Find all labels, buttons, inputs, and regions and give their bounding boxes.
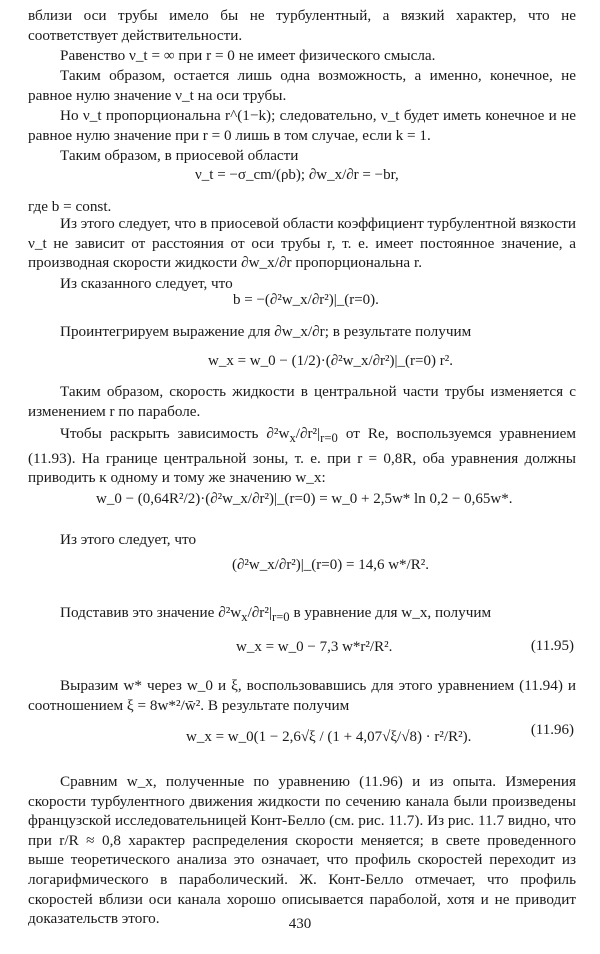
inline-derivative-2: $\partial^2w_x/\partial r^2|_{r=0}$ (218, 604, 290, 625)
paragraph-14: Выразим w* через w_0 и ξ, воспользовавшись для этого уравнением (11.94) и соотношением ξ = 8w*²/w̄². В результате получим (28, 677, 576, 714)
paragraph-10: Таким образом, скорость жидкости в центральной части трубы изменяется с изменением r по параболе. (28, 383, 576, 420)
equation-number-11-95: (11.95) (530, 638, 574, 654)
equation-1: ν_t = −σ_cm/(ρb); ∂w_x/∂r = −br, (195, 167, 399, 183)
paragraph-4: Но ν_t пропорциональна r^(1−k); следовательно, ν_t будет иметь конечное и не равное нулю значение при r = 0 лишь в том случае, если k = 1. (28, 107, 576, 144)
equation-3: w_x = w_0 − (1/2)·(∂²w_x/∂r²)|_(r=0) r². (208, 353, 453, 369)
paragraph-13-start: Подставив это значение (60, 604, 215, 621)
paragraph-6: где b = const. (28, 198, 112, 215)
paragraph-9: Проинтегрируем выражение для ∂w_x/∂r; в результате получим (60, 323, 472, 340)
equation-2: b = −(∂²w_x/∂r²)|_(r=0). (233, 292, 379, 308)
paragraph-5: Таким образом, в приосевой области (60, 147, 299, 164)
inline-derivative: $\partial^2w_x/\partial r^2|_{r=0}$ (266, 425, 338, 446)
page-number: 430 (288, 916, 312, 932)
paragraph-15: Сравним w_x, полученные по уравнению (11.96) и из опыта. Измерения скорости турбулентного движения жидкости по сечению канала были произведены французской исследовательницей Конт-Белло (см. рис. 11.7). Из рис. 11.7 видно, что при r/R ≈ 0,8 характер распределения скорости меняется; в свете проведенного выше теоретического анализа это означает, что профиль скоростей переходит из логарифмического в параболический. Ж. Конт-Белло отмечает, что профиль скоростей вблизи оси канала хорошо описывается параболой, хотя и не приводит доказательств этого. (28, 773, 576, 928)
equation-4: w_0 − (0,64R²/2)·(∂²w_x/∂r²)|_(r=0) = w_0 + 2,5w* ln 0,2 − 0,65w*. (96, 491, 513, 507)
equation-number-11-96: (11.96) (530, 722, 574, 738)
paragraph-11-end: от Re, воспользуемся уравнением (11.93). На границе центральной зоны, т. е. при r = 0,8R, оба уравнения должны приводить к одному и тому же значению w_x: (28, 425, 577, 487)
paragraph-8: Из сказанного следует, что (60, 275, 233, 292)
equation-6: w_x = w_0 − 7,3 w*r²/R². (236, 639, 393, 655)
paragraph-13-end: в уравнение для w_x, получим (293, 604, 492, 621)
paragraph-1: вблизи оси трубы имело бы не турбулентный, а вязкий характер, что не соответствует действительности. (28, 7, 576, 44)
paragraph-13 (28, 603, 576, 628)
paragraph-3: Таким образом, остается лишь одна возможность, а именно, конечное, не равное нулю значение ν_t на оси трубы. (28, 67, 576, 104)
paragraph-11 (28, 424, 576, 488)
paragraph-12: Из этого следует, что (60, 531, 197, 548)
paragraph-2: Равенство ν_t = ∞ при r = 0 не имеет физического смысла. (60, 47, 436, 64)
equation-5: (∂²w_x/∂r²)|_(r=0) = 14,6 w*/R². (232, 557, 429, 573)
paragraph-7: Из этого следует, что в приосевой области коэффициент турбулентной вязкости ν_t не зависит от расстояния от оси трубы r, т. е. имеет постоянное значение, а производная скорости жидкости ∂w_x/∂r пропорциональна r. (28, 215, 576, 272)
paragraph-11-start: Чтобы раскрыть зависимость (60, 425, 259, 442)
equation-7: w_x = w_0(1 − 2,6√ξ / (1 + 4,07√ξ/√8) · r²/R²). (186, 729, 472, 745)
